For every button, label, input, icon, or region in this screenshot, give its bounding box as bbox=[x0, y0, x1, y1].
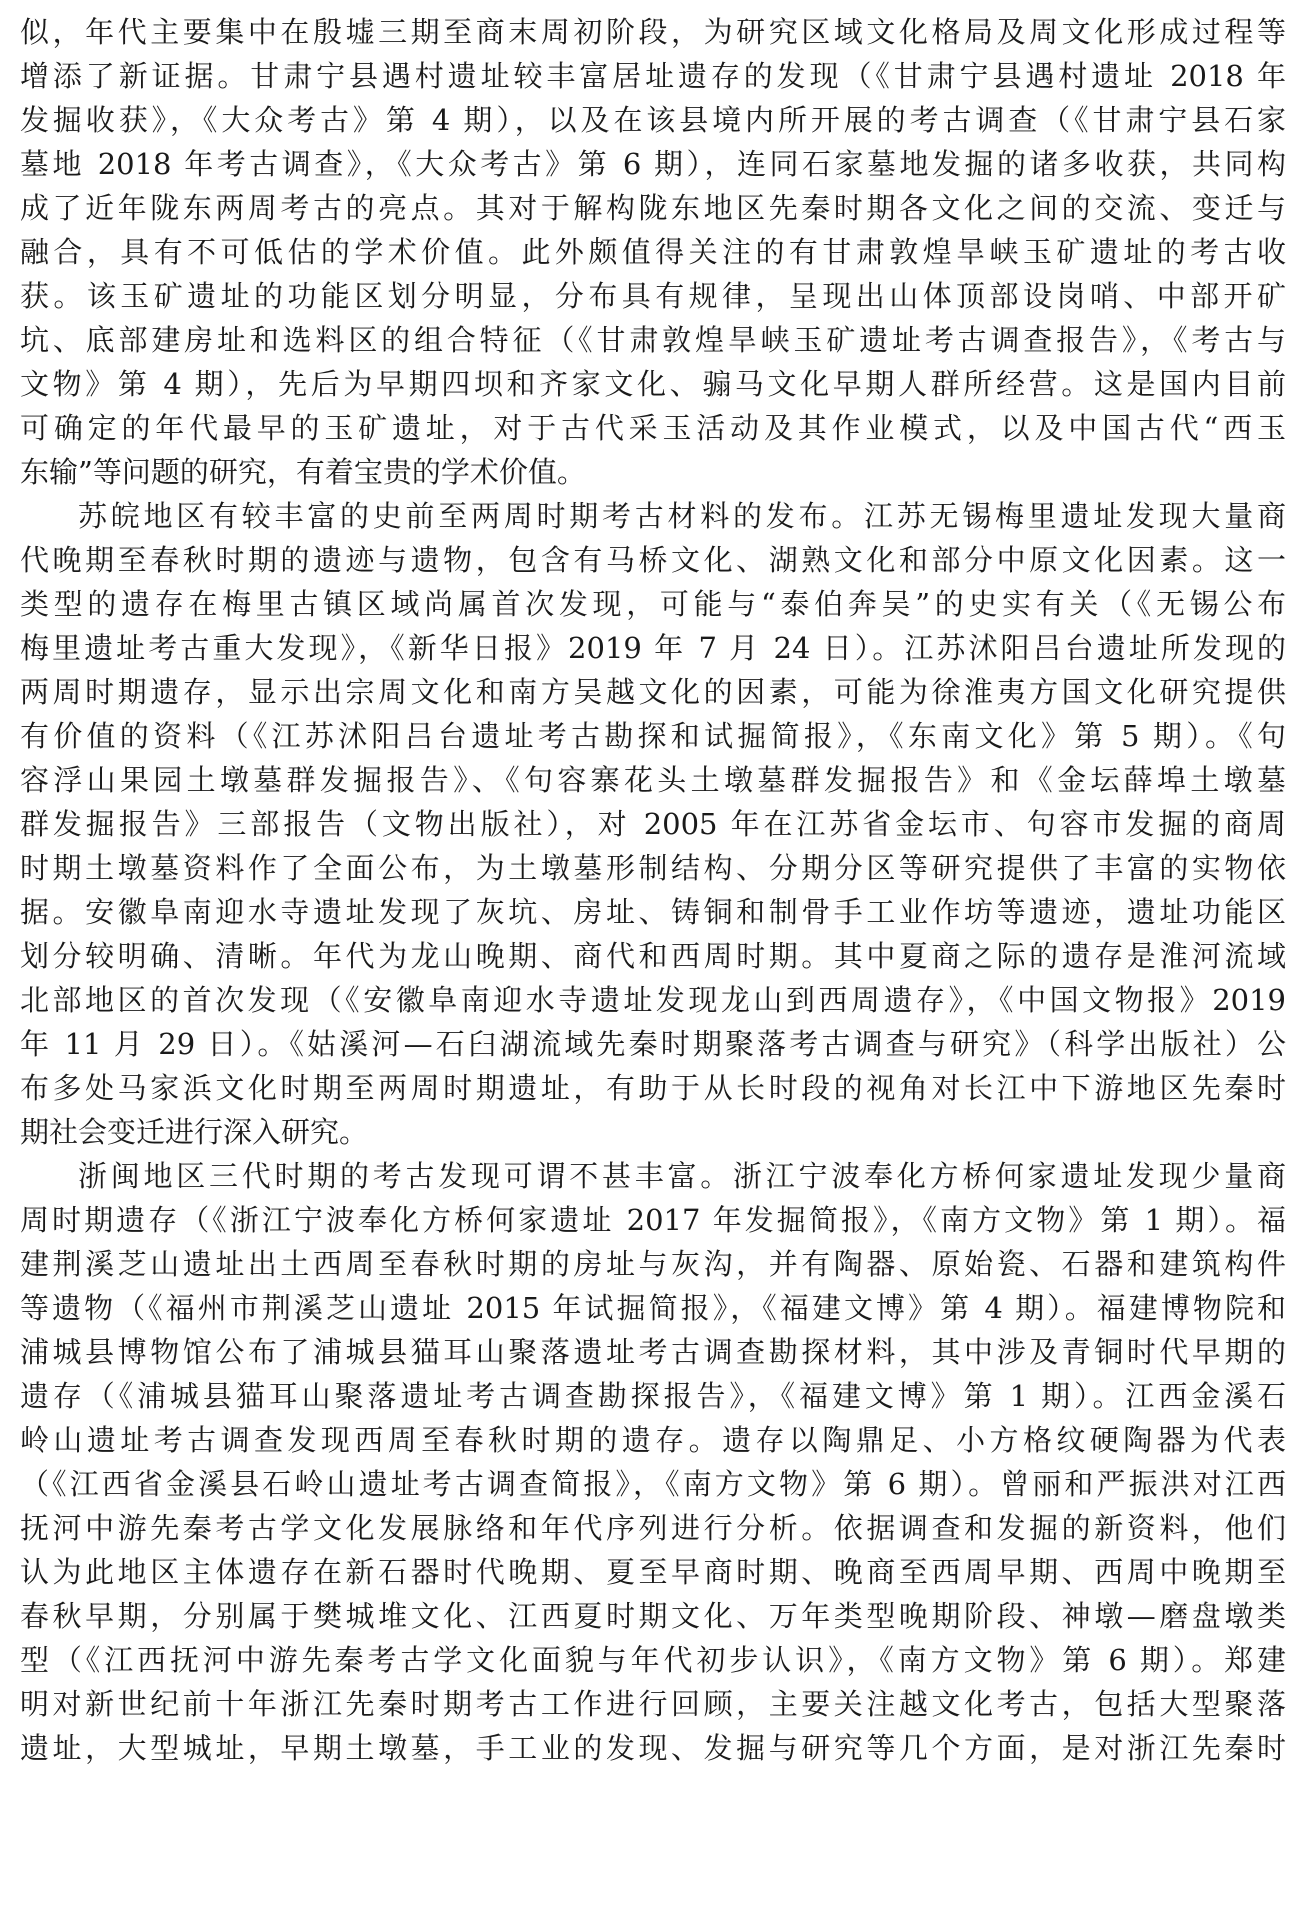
text-line: 增添了新证据。甘肃宁县遇村遗址较丰富居址遗存的发现（《甘肃宁县遇村遗址 2018 年 bbox=[20, 59, 1286, 93]
text-line: 梅里遗址考古重大发现》，《新华日报》2019 年 7 月 24 日）。江苏沭阳吕台遗址所发现的 bbox=[20, 631, 1286, 665]
text-line: 可确定的年代最早的玉矿遗址，对于古代采玉活动及其作业模式，以及中国古代“西玉 bbox=[20, 411, 1286, 445]
text-line: 似，年代主要集中在殷墟三期至商末周初阶段，为研究区域文化格局及周文化形成过程等 bbox=[20, 15, 1286, 49]
text-line: 明对新世纪前十年浙江先秦时期考古工作进行回顾，主要关注越文化考古，包括大型聚落 bbox=[20, 1687, 1286, 1721]
text-line: 坑、底部建房址和选料区的组合特征（《甘肃敦煌旱峡玉矿遗址考古调查报告》，《考古与 bbox=[20, 323, 1286, 357]
text-line: 认为此地区主体遗存在新石器时代晚期、夏至早商时期、晚商至西周早期、西周中晚期至 bbox=[20, 1555, 1286, 1589]
text-line: 型（《江西抚河中游先秦考古学文化面貌与年代初步认识》，《南方文物》第 6 期）。郑建 bbox=[20, 1643, 1286, 1677]
paragraph bbox=[20, 10, 1286, 494]
text-line: 东输”等问题的研究，有着宝贵的学术价值。 bbox=[20, 455, 586, 489]
text-line: 群发掘报告》三部报告（文物出版社），对 2005 年在江苏省金坛市、句容市发掘的商周 bbox=[20, 807, 1286, 841]
text-line: 周时期遗存（《浙江宁波奉化方桥何家遗址 2017 年发掘简报》，《南方文物》第 1 期）。福 bbox=[20, 1203, 1286, 1237]
text-line: 墓地 2018 年考古调查》，《大众考古》第 6 期），连同石家墓地发掘的诸多收获，共同构 bbox=[20, 147, 1286, 181]
text-line: 时期土墩墓资料作了全面公布，为土墩墓形制结构、分期分区等研究提供了丰富的实物依 bbox=[20, 851, 1286, 885]
text-line: 两周时期遗存，显示出宗周文化和南方吴越文化的因素，可能为徐淮夷方国文化研究提供 bbox=[20, 675, 1286, 709]
text-line: 划分较明确、清晰。年代为龙山晚期、商代和西周时期。其中夏商之际的遗存是淮河流域 bbox=[20, 939, 1286, 973]
text-line: 代晚期至春秋时期的遗迹与遗物，包含有马桥文化、湖熟文化和部分中原文化因素。这一 bbox=[20, 543, 1286, 577]
text-line: 据。安徽阜南迎水寺遗址发现了灰坑、房址、铸铜和制骨手工业作坊等遗迹，遗址功能区 bbox=[20, 895, 1286, 929]
text-line: 春秋早期，分别属于樊城堆文化、江西夏时期文化、万年类型晚期阶段、神墩—磨盘墩类 bbox=[20, 1599, 1286, 1633]
text-line: 容浮山果园土墩墓群发掘报告》、《句容寨花头土墩墓群发掘报告》和《金坛薛埠土墩墓 bbox=[20, 763, 1286, 797]
text-line: 文物》第 4 期），先后为早期四坝和齐家文化、骟马文化早期人群所经营。这是国内目前 bbox=[20, 367, 1286, 401]
text-line: 发掘收获》，《大众考古》第 4 期），以及在该县境内所开展的考古调查（《甘肃宁县石家 bbox=[20, 103, 1286, 137]
text-line: 北部地区的首次发现（《安徽阜南迎水寺遗址发现龙山到西周遗存》，《中国文物报》2019 bbox=[20, 983, 1286, 1017]
text-line: 浦城县博物馆公布了浦城县猫耳山聚落遗址考古调查勘探材料，其中涉及青铜时代早期的 bbox=[20, 1335, 1286, 1369]
text-line: （《江西省金溪县石岭山遗址考古调查简报》，《南方文物》第 6 期）。曾丽和严振洪对江西 bbox=[20, 1467, 1286, 1501]
text-line: 等遗物（《福州市荆溪芝山遗址 2015 年试掘简报》，《福建文博》第 4 期）。福建博物院和 bbox=[20, 1291, 1286, 1325]
text-line: 融合，具有不可低估的学术价值。此外颇值得关注的有甘肃敦煌旱峡玉矿遗址的考古收 bbox=[20, 235, 1286, 269]
text-line: 遗存（《浦城县猫耳山聚落遗址考古调查勘探报告》，《福建文博》第 1 期）。江西金溪石 bbox=[20, 1379, 1286, 1413]
article-body bbox=[20, 10, 1286, 1770]
text-line: 建荆溪芝山遗址出土西周至春秋时期的房址与灰沟，并有陶器、原始瓷、石器和建筑构件 bbox=[20, 1247, 1286, 1281]
text-line: 浙闽地区三代时期的考古发现可谓不甚丰富。浙江宁波奉化方桥何家遗址发现少量商 bbox=[78, 1159, 1286, 1193]
text-line: 布多处马家浜文化时期至两周时期遗址，有助于从长时段的视角对长江中下游地区先秦时 bbox=[20, 1071, 1286, 1105]
text-line: 成了近年陇东两周考古的亮点。其对于解构陇东地区先秦时期各文化之间的交流、变迁与 bbox=[20, 191, 1286, 225]
text-line: 有价值的资料（《江苏沭阳吕台遗址考古勘探和试掘简报》，《东南文化》第 5 期）。《句 bbox=[20, 719, 1286, 753]
text-line: 类型的遗存在梅里古镇区域尚属首次发现，可能与“泰伯奔吴”的史实有关（《无锡公布 bbox=[20, 587, 1286, 621]
paragraph bbox=[20, 1154, 1286, 1770]
text-line: 岭山遗址考古调查发现西周至春秋时期的遗存。遗存以陶鼎足、小方格纹硬陶器为代表 bbox=[20, 1423, 1286, 1457]
text-line: 期社会变迁进行深入研究。 bbox=[20, 1115, 369, 1149]
text-line: 获。该玉矿遗址的功能区划分明显，分布具有规律，呈现出山体顶部设岗哨、中部开矿 bbox=[20, 279, 1286, 313]
text-line: 苏皖地区有较丰富的史前至两周时期考古材料的发布。江苏无锡梅里遗址发现大量商 bbox=[78, 499, 1286, 533]
text-line: 遗址，大型城址，早期土墩墓，手工业的发现、发掘与研究等几个方面，是对浙江先秦时 bbox=[20, 1731, 1286, 1765]
text-line: 抚河中游先秦考古学文化发展脉络和年代序列进行分析。依据调查和发掘的新资料，他们 bbox=[20, 1511, 1286, 1545]
text-line: 年 11 月 29 日）。《姑溪河—石臼湖流域先秦时期聚落考古调查与研究》（科学出版社）公 bbox=[20, 1027, 1286, 1061]
paragraph bbox=[20, 494, 1286, 1154]
